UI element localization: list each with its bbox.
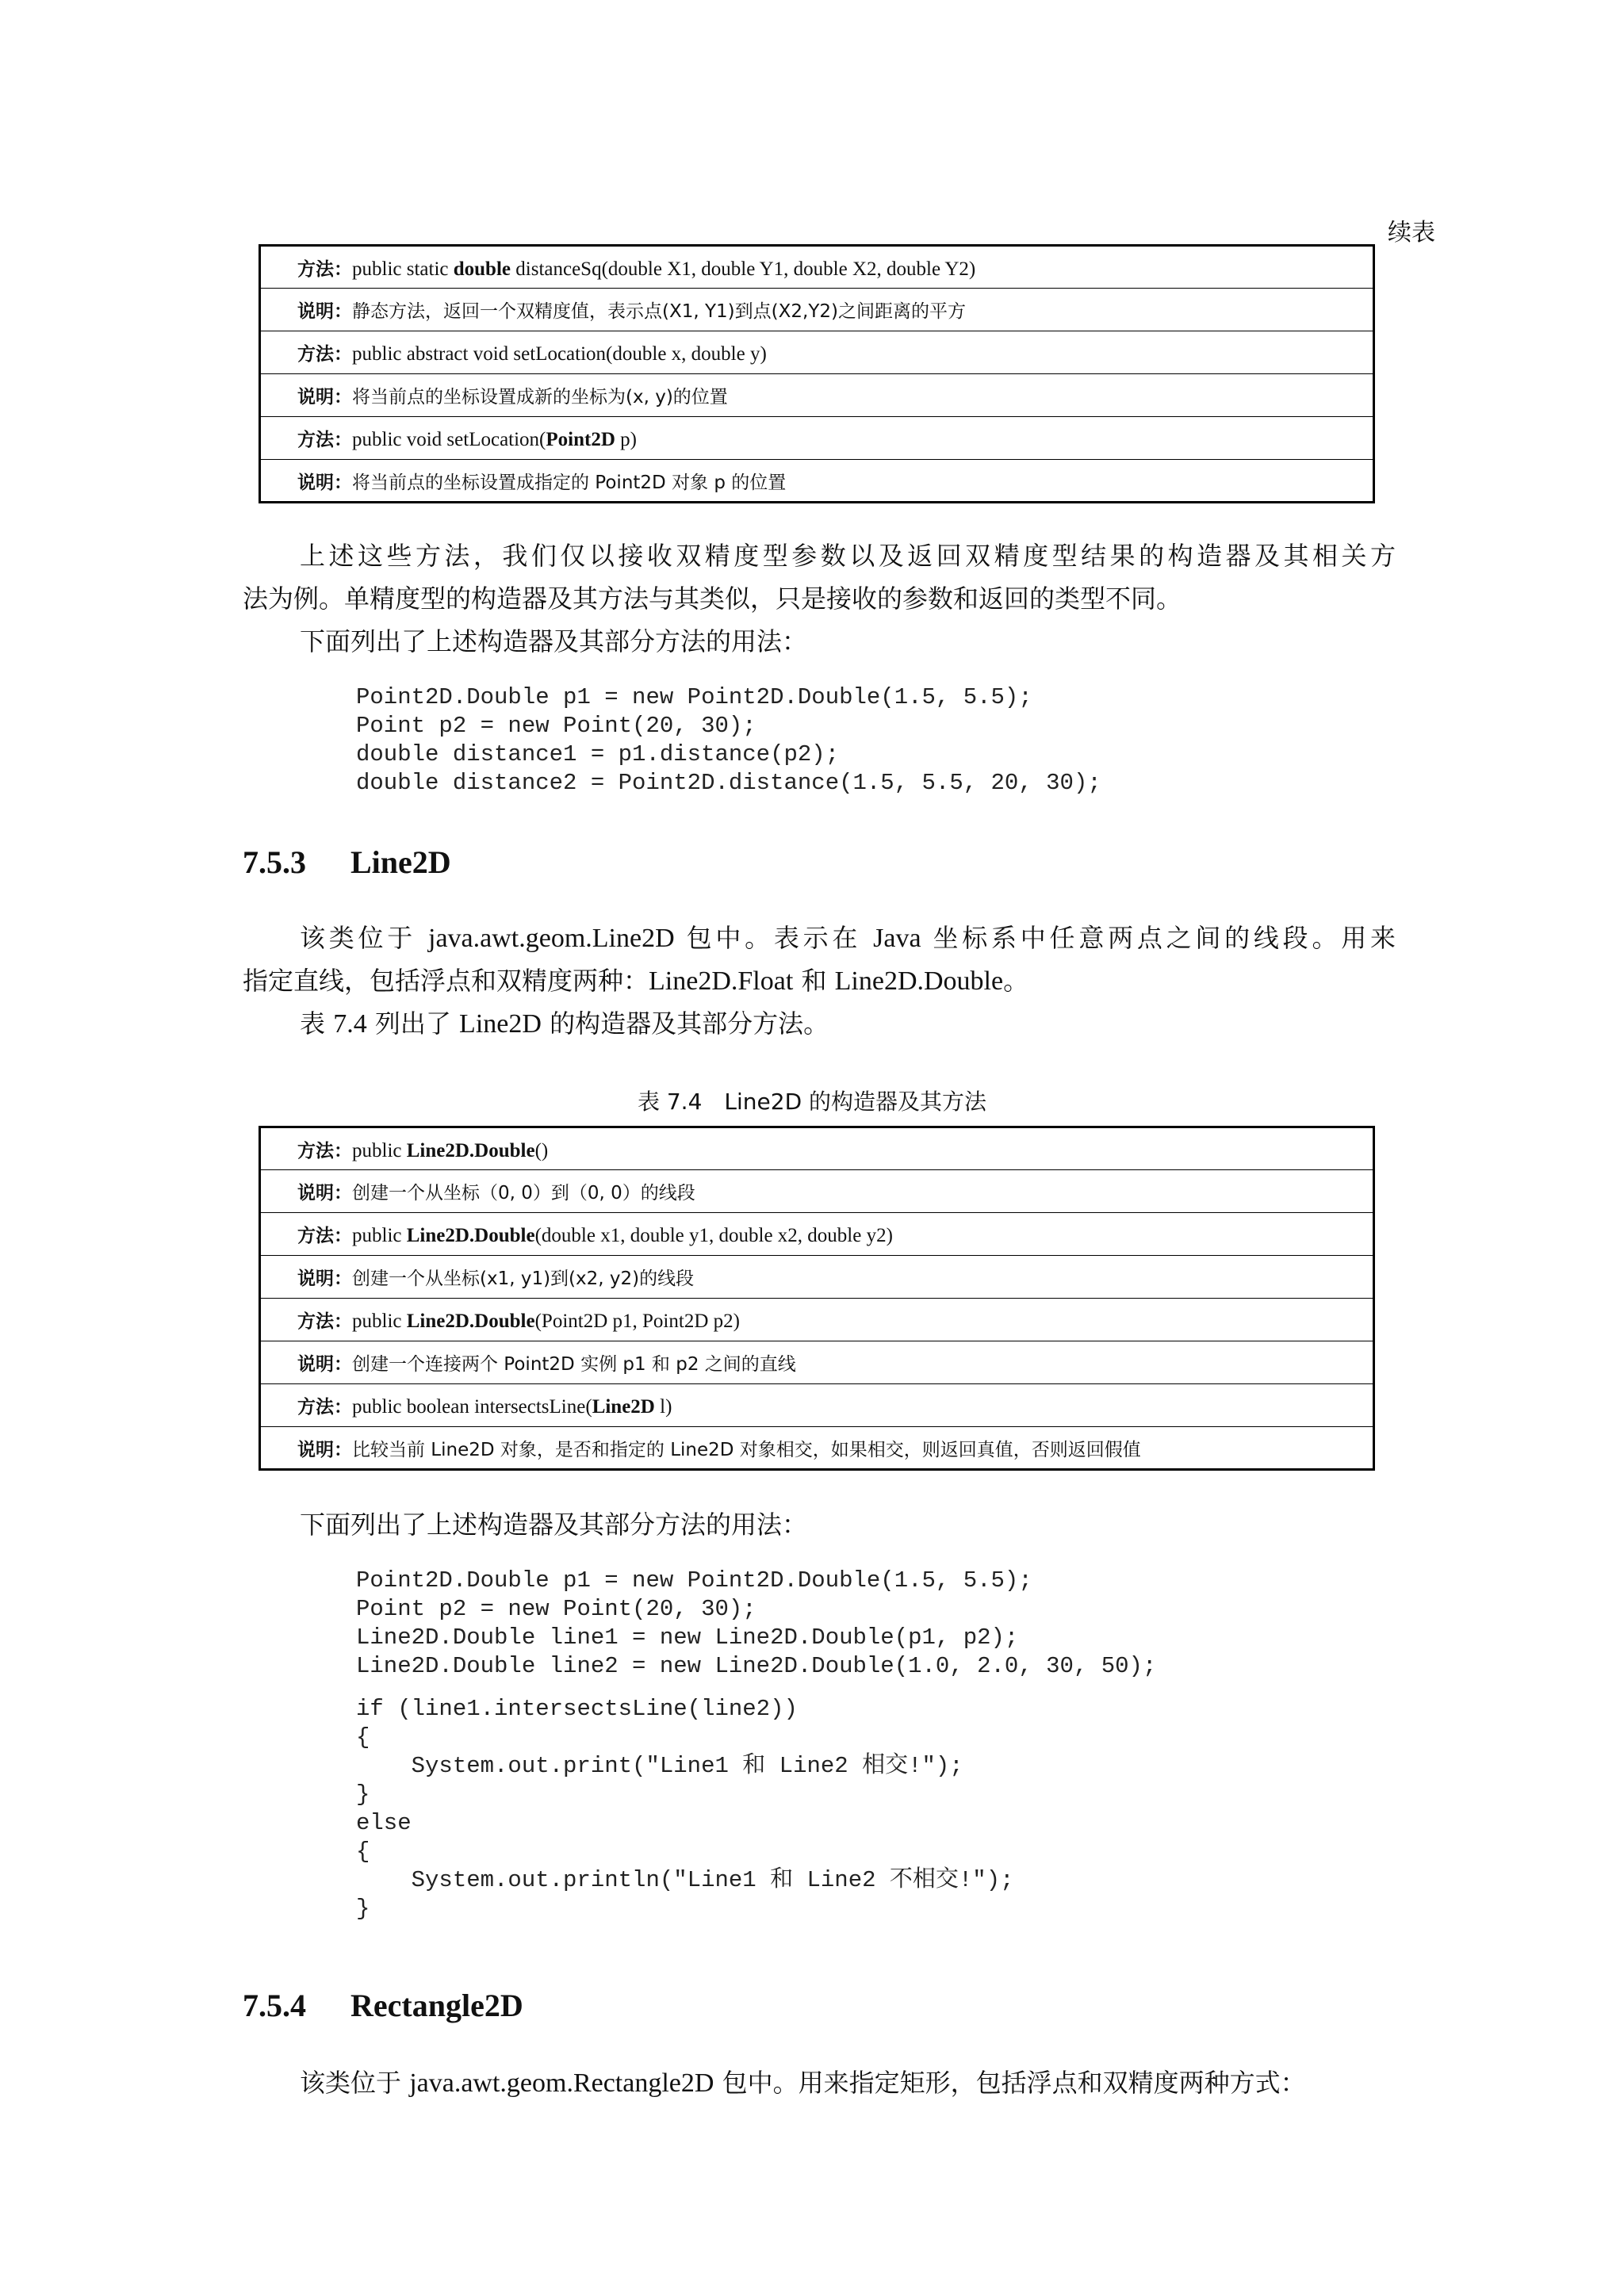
table-row xyxy=(260,417,1374,460)
code-block-point2d xyxy=(356,683,1101,798)
code-line: { xyxy=(356,1839,370,1865)
code-line: Line2D.Double line2 = new Line2D.Double(1.0, 2.0, 30, 50); xyxy=(356,1653,1157,1679)
paragraph-usage-intro-2: 下面列出了上述构造器及其部分方法的用法： xyxy=(300,1510,808,1540)
row-text: 创建一个从坐标（0, 0）到（0, 0）的线段 xyxy=(352,1183,695,1203)
code-line: Point2D.Double p1 = new Point2D.Double(1.5, 5.5); xyxy=(356,684,1032,710)
row-text: (double x1, double y1, double x2, double y2) xyxy=(534,1225,893,1246)
code-line: Point2D.Double p1 = new Point2D.Double(1.5, 5.5); xyxy=(356,1567,1032,1594)
code-line: Point p2 = new Point(20, 30); xyxy=(356,1596,756,1622)
method-table-continued xyxy=(259,244,1375,503)
table-row xyxy=(260,374,1374,417)
row-label: 说明： xyxy=(297,1183,352,1203)
table-row xyxy=(260,331,1374,374)
row-text: () xyxy=(534,1139,549,1161)
row-text: Line2D.Double xyxy=(406,1311,535,1332)
row-label: 方法： xyxy=(297,1226,352,1246)
code-line: double distance2 = Point2D.distance(1.5, 5.5, 20, 30); xyxy=(356,770,1101,796)
row-label: 说明： xyxy=(297,1354,352,1375)
code-line: Line2D.Double line1 = new Line2D.Double(p1, p2); xyxy=(356,1624,1019,1651)
code-line: } xyxy=(356,1781,370,1808)
method-table-line2d xyxy=(259,1126,1375,1471)
row-label: 方法： xyxy=(297,344,352,365)
paragraph-line2d-desc: 该类位于 java.awt.geom.Line2D 包中。表示在 Java 坐标系中任意两点之间的线段。用来 xyxy=(300,923,1396,953)
paragraph-table-ref: 表 7.4 列出了 Line2D 的构造器及其部分方法。 xyxy=(300,1008,829,1039)
section-heading-line2d: 7.5.3 Line2D xyxy=(243,844,451,880)
table-row xyxy=(260,460,1374,503)
table-caption: 表 7.4 Line2D 的构造器及其方法 xyxy=(637,1089,987,1115)
paragraph-rectangle2d-desc: 该类位于 java.awt.geom.Rectangle2D 包中。用来指定矩形，包括浮点和双精度两种方式： xyxy=(300,2068,1306,2098)
row-text: (Point2D p1, Point2D p2) xyxy=(534,1311,740,1332)
row-label: 说明： xyxy=(297,472,352,493)
code-line: double distance1 = p1.distance(p2); xyxy=(356,741,840,767)
row-text: 静态方法，返回一个双精度值，表示点(X1, Y1)到点(X2,Y2)之间距离的平方 xyxy=(352,301,966,322)
code-line: } xyxy=(356,1896,370,1922)
row-text: public xyxy=(352,1225,407,1246)
row-text: public xyxy=(352,1311,407,1332)
row-text: public void setLocation( xyxy=(352,429,546,450)
row-text: 创建一个连接两个 Point2D 实例 p1 和 p2 之间的直线 xyxy=(352,1354,796,1375)
row-label: 说明： xyxy=(297,387,352,408)
row-text: public xyxy=(352,1139,407,1161)
code-block-line2d xyxy=(356,1567,1156,1923)
row-text: Line2D.Double xyxy=(406,1139,535,1161)
row-text: distanceSq(double X1, double Y1, double X2, double Y2) xyxy=(511,258,976,280)
table-row xyxy=(260,1384,1374,1427)
table-row xyxy=(260,1170,1374,1213)
row-label: 说明： xyxy=(297,1269,352,1289)
table-row xyxy=(260,246,1374,289)
row-label: 方法： xyxy=(297,258,352,280)
row-text: 比较当前 Line2D 对象，是否和指定的 Line2D 对象相交，如果相交，则返回真值，否则返回假值 xyxy=(352,1439,1141,1460)
row-text: 将当前点的坐标设置成指定的 Point2D 对象 p 的位置 xyxy=(352,472,787,493)
row-text: p) xyxy=(615,429,637,450)
row-text: 创建一个从坐标(x1, y1)到(x2, y2)的线段 xyxy=(352,1269,695,1289)
table-row xyxy=(260,1213,1374,1256)
code-line: if (line1.intersectsLine(line2)) xyxy=(356,1696,798,1722)
code-line: { xyxy=(356,1724,370,1751)
row-label: 说明： xyxy=(297,1439,352,1460)
code-line: System.out.print("Line1 和 Line2 相交!"); xyxy=(356,1753,963,1779)
row-text: public abstract void setLocation(double x, double y) xyxy=(352,343,767,365)
code-line: Point p2 = new Point(20, 30); xyxy=(356,713,756,739)
paragraph-intro: 上述这些方法，我们仅以接收双精度型参数以及返回双精度型结果的构造器及其相关方 法为例。单精度型的构造器及其方法与其类似，只是接收的参数和返回的类型不同。 xyxy=(243,541,1396,614)
row-text: l) xyxy=(654,1396,672,1418)
paragraph-usage-intro: 下面列出了上述构造器及其部分方法的用法： xyxy=(300,626,808,656)
row-text: public boolean intersectsLine( xyxy=(352,1396,592,1418)
row-text: 将当前点的坐标设置成新的坐标为(x, y)的位置 xyxy=(352,387,728,408)
row-label: 方法： xyxy=(297,1397,352,1418)
paragraph-line2d-types: 指定直线，包括浮点和双精度两种：Line2D.Float 和 Line2D.Double。 xyxy=(243,966,1029,996)
row-label: 方法： xyxy=(297,1311,352,1332)
table-row xyxy=(260,1427,1374,1470)
row-text: public static xyxy=(352,258,454,280)
row-text: Line2D.Double xyxy=(406,1225,535,1246)
code-line: System.out.println("Line1 和 Line2 不相交!"); xyxy=(356,1867,1014,1893)
section-heading-rectangle2d: 7.5.4 Rectangle2D xyxy=(243,1988,523,2023)
row-label: 说明： xyxy=(297,301,352,322)
table-row xyxy=(260,1256,1374,1299)
code-line xyxy=(356,1681,1156,1695)
table-row xyxy=(260,1299,1374,1341)
continued-label: 续表 xyxy=(1388,219,1435,247)
code-line: else xyxy=(356,1810,412,1836)
table-row xyxy=(260,289,1374,331)
table-row xyxy=(260,1341,1374,1384)
row-label: 方法： xyxy=(297,430,352,450)
row-text: Point2D xyxy=(546,429,615,450)
row-label: 方法： xyxy=(297,1140,352,1161)
row-text: Line2D xyxy=(592,1396,655,1418)
row-text: double xyxy=(453,258,511,280)
table-row xyxy=(260,1127,1374,1170)
